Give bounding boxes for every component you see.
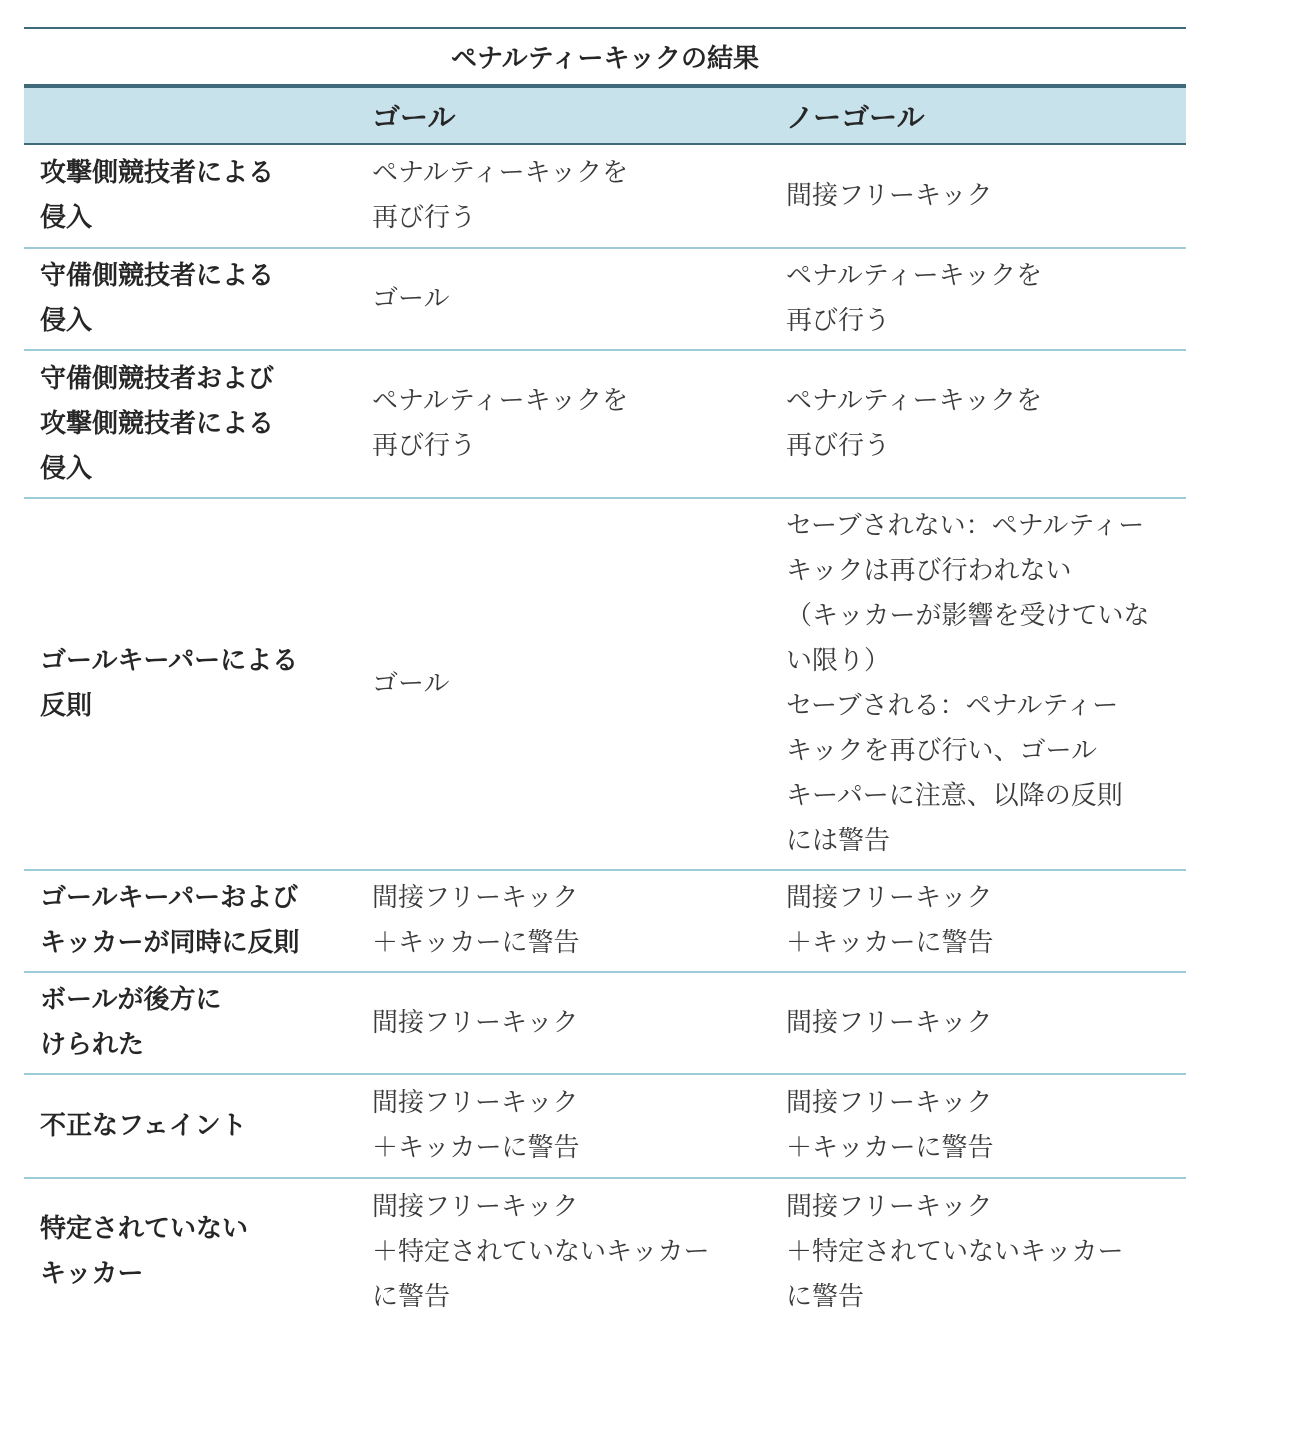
table-row	[24, 145, 1186, 249]
table-header-row	[24, 84, 1186, 145]
goal-cell: 間接フリーキック ＋キッカーに警告	[372, 883, 580, 958]
row-label: 不正なフェイント	[40, 1110, 247, 1141]
no-goal-cell: ペナルティーキックを 再び行う	[786, 386, 1043, 461]
goal-cell: 間接フリーキック ＋特定されていないキッカー に警告	[372, 1191, 710, 1312]
no-goal-cell: 間接フリーキック ＋キッカーに警告	[786, 883, 994, 958]
row-label: ゴールキーパーおよび キッカーが同時に反則	[40, 883, 300, 958]
table-caption: ペナルティーキックの結果	[24, 27, 1186, 84]
goal-cell: 間接フリーキック	[372, 1007, 579, 1038]
no-goal-cell: 間接フリーキック	[786, 180, 993, 211]
row-label: ゴールキーパーによる 反則	[40, 646, 299, 721]
goal-cell: ペナルティーキックを 再び行う	[372, 386, 629, 461]
header-goal: ゴール	[372, 100, 456, 134]
table-row	[24, 1179, 1186, 1325]
table-row	[24, 973, 1186, 1075]
row-label: 特定されていない キッカー	[40, 1214, 249, 1289]
table-row	[24, 249, 1186, 351]
goal-cell: ゴール	[372, 283, 450, 314]
no-goal-cell: 間接フリーキック ＋特定されていないキッカー に警告	[786, 1191, 1124, 1312]
no-goal-cell: 間接フリーキック	[786, 1007, 993, 1038]
goal-cell: ペナルティーキックを 再び行う	[372, 158, 629, 233]
no-goal-cell: 間接フリーキック ＋キッカーに警告	[786, 1088, 994, 1163]
table-row	[24, 351, 1186, 499]
header-no-goal: ノーゴール	[786, 100, 925, 134]
row-label: ボールが後方に けられた	[40, 985, 222, 1060]
table-row	[24, 1075, 1186, 1179]
goal-cell: 間接フリーキック ＋キッカーに警告	[372, 1088, 580, 1163]
row-label: 守備側競技者および 攻撃側競技者による 侵入	[40, 363, 275, 484]
no-goal-cell: セーブされない：ペナルティー キックは再び行われない （キッカーが影響を受けていな い限り） セーブされる：ペナルティー キックを再び行い、ゴール キーパーに注意、以降の反則 には警告	[786, 511, 1150, 856]
row-label: 守備側競技者による 侵入	[40, 261, 275, 336]
goal-cell: ゴール	[372, 668, 450, 699]
penalty-results-table	[24, 27, 1186, 1325]
no-goal-cell: ペナルティーキックを 再び行う	[786, 261, 1043, 336]
row-label: 攻撃側競技者による 侵入	[40, 158, 275, 233]
table-row	[24, 871, 1186, 973]
table-row	[24, 499, 1186, 871]
